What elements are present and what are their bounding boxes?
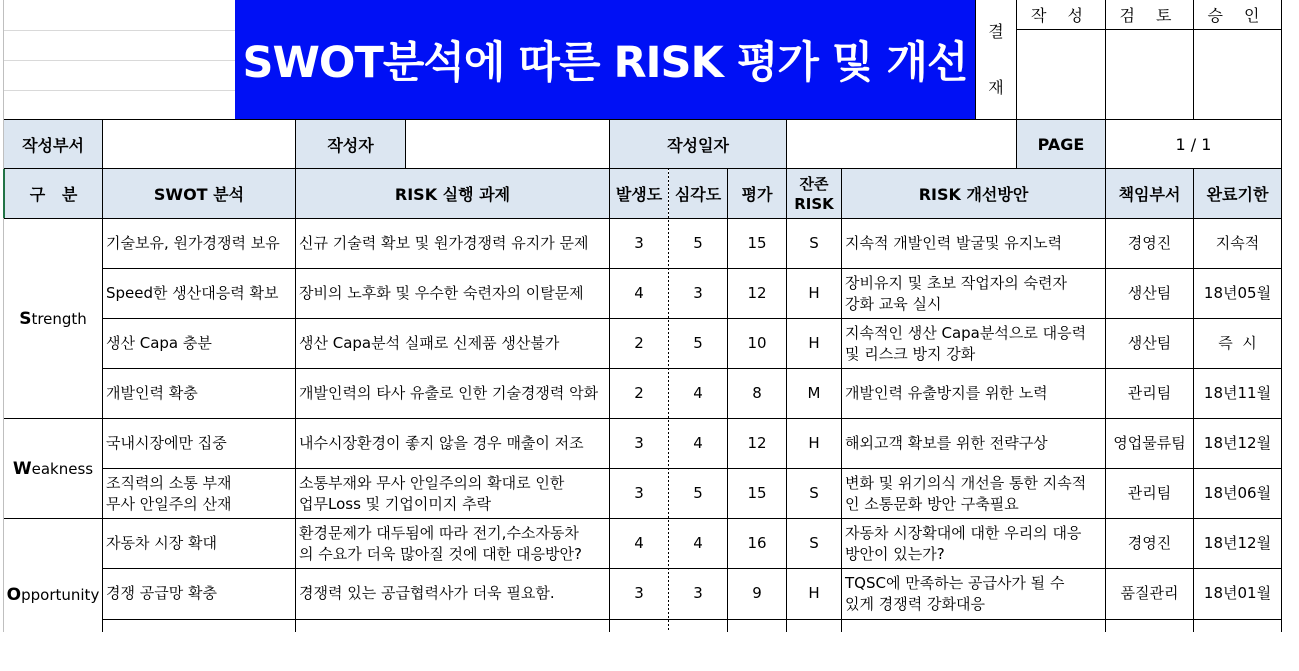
deadline-cell[interactable]: 18년12월 [1203,534,1272,552]
improvement-cell-text [845,433,1048,454]
cell-line: 생산 Capa분석 실패로 신제품 생산불가 [299,334,560,352]
swot-cell[interactable] [103,319,295,368]
cell-line: 개발인력의 타사 유출로 인한 기술경쟁력 악화 [299,384,599,402]
swot-cell[interactable] [103,469,295,518]
deadline-cell[interactable]: 즉 시 [1218,334,1257,352]
swot-cell-text [106,333,212,354]
dept-cell[interactable]: 생산팀 [1127,284,1172,302]
task-cell-text [299,333,559,354]
task-cell-text [299,583,555,604]
task-cell[interactable] [296,319,609,368]
col-header-task: RISK 실행 과제 [296,169,609,218]
task-cell-text [299,383,598,404]
swot-cell[interactable] [103,519,295,568]
author-label: 작성자 [296,120,405,168]
cell-line: 의 수요가 더욱 많아질 것에 대한 대응방안? [299,544,582,563]
occurrence-cell[interactable]: 2 [634,384,644,402]
dept-cell[interactable]: 관리팀 [1127,484,1172,502]
cell-line: 조직력의 소통 부재 [106,473,232,492]
occurrence-cell[interactable]: 2 [634,334,644,352]
cell-line: 무사 안일주의 산재 [106,494,232,513]
page-value: 1 / 1 [1175,134,1212,154]
category-weakness [4,419,102,518]
cell-line: 기술보유, 원가경쟁력 보유 [106,234,280,252]
improvement-cell[interactable] [842,519,1105,568]
cell-line: 신규 기술력 확보 및 원가경쟁력 유지가 문제 [299,234,589,252]
col-header-deadline: 완료기한 [1194,169,1281,218]
task-cell[interactable] [296,419,609,468]
deadline-cell[interactable]: 18년01월 [1203,584,1272,602]
swot-cell-text [106,533,217,554]
approval-label-bottom: 재 [988,77,1004,97]
cell-line: 개발인력 유출방지를 위한 노력 [845,384,1048,402]
cell-line: 국내시장에만 집중 [106,434,227,452]
cell-line: 강화 교육 실시 [845,294,942,313]
residual-risk-cell[interactable]: M [807,384,821,402]
swot-cell[interactable] [103,569,295,618]
improvement-cell[interactable] [842,269,1105,318]
task-cell[interactable] [296,369,609,418]
occurrence-cell[interactable]: 3 [634,234,644,252]
evaluation-cell[interactable]: 12 [747,284,767,302]
improvement-cell-text [845,523,1081,565]
col-header-dept: 책임부서 [1106,169,1193,218]
col-header-residual-line1: 잔존 [799,174,829,193]
cell-line: 있게 경쟁력 강화대응 [845,594,985,613]
col-header-severity: 심각도 [669,169,727,218]
task-cell-text [299,283,584,304]
col-header-improvement: RISK 개선방안 [842,169,1105,218]
swot-cell-text [106,233,280,254]
author-value[interactable] [406,120,609,168]
category-strength-initial: S [19,308,32,329]
improvement-cell-text [845,573,1064,615]
evaluation-cell[interactable]: 15 [747,484,767,502]
cell-line: Speed한 생산대응력 확보 [106,284,279,302]
dept-cell[interactable]: 생산팀 [1127,334,1172,352]
cell-line: 생산 Capa 충분 [106,334,212,352]
task-cell-text [299,433,584,454]
cell-line: TQSC에 만족하는 공급사가 될 수 [845,573,1065,592]
dept-cell[interactable]: 관리팀 [1127,384,1172,402]
severity-cell[interactable]: 3 [693,284,703,302]
swot-cell-text [106,383,198,404]
cell-line: 지속적 개발인력 발굴및 유지노력 [845,234,1063,252]
cell-line: 자동차 시장 확대 [106,534,217,552]
col-header-residual-risk [787,169,841,218]
swot-cell[interactable] [103,369,295,418]
occurrence-cell[interactable]: 4 [634,534,644,552]
category-weakness-rest: eakness [31,459,94,478]
swot-cell-text [106,283,278,304]
cell-line: 해외고객 확보를 위한 전략구상 [845,434,1048,452]
deadline-cell[interactable]: 18년05월 [1203,284,1272,302]
col-header-evaluation: 평가 [728,169,786,218]
page-label: PAGE [1017,120,1105,168]
severity-cell[interactable]: 3 [693,584,703,602]
cell-line: 및 리스크 방지 강화 [845,344,976,363]
severity-cell[interactable]: 4 [693,434,703,452]
improvement-cell[interactable] [842,369,1105,418]
evaluation-cell[interactable]: 15 [747,234,767,252]
severity-cell[interactable]: 4 [693,384,703,402]
swot-cell-text [106,583,217,604]
deadline-cell[interactable]: 지속적 [1215,234,1260,252]
swot-cell-text [106,433,227,454]
evaluation-cell[interactable]: 12 [747,434,767,452]
deadline-cell[interactable]: 18년12월 [1203,434,1272,452]
swot-cell[interactable] [103,269,295,318]
evaluation-cell[interactable]: 16 [747,534,767,552]
residual-risk-cell[interactable]: S [809,484,819,502]
dept-cell[interactable]: 경영진 [1127,234,1172,252]
category-opportunity-initial: O [6,585,22,605]
improvement-cell[interactable] [842,419,1105,468]
task-cell-text [299,233,588,254]
severity-cell[interactable]: 5 [693,334,703,352]
cell-line: 개발인력 확충 [106,384,198,402]
cell-line: 환경문제가 대두됨에 따라 전기,수소자동차 [299,523,579,542]
evaluation-cell[interactable]: 9 [752,584,762,602]
cell-line: 장비의 노후화 및 우수한 숙련자의 이탈문제 [299,284,584,302]
improvement-cell-text [845,383,1048,404]
deadline-cell[interactable]: 18년11월 [1203,384,1272,402]
category-opportunity-rest: pportunity [21,586,100,604]
col-header-swot: SWOT 분석 [103,169,295,218]
task-cell[interactable] [296,469,609,518]
dept-cell[interactable]: 품질관리 [1120,584,1179,602]
dept-label: 작성부서 [4,120,102,168]
severity-cell[interactable]: 4 [693,534,703,552]
date-value[interactable] [787,120,1016,168]
category-strength-rest: trength [31,309,87,328]
severity-cell[interactable]: 5 [693,234,703,252]
evaluation-cell[interactable]: 8 [752,384,762,402]
residual-risk-cell[interactable]: H [808,334,820,352]
residual-risk-cell[interactable]: H [808,284,820,302]
task-cell-text [299,473,564,515]
dept-cell[interactable]: 영업물류팀 [1113,434,1186,452]
dept-value[interactable] [103,120,295,168]
task-cell[interactable] [296,219,609,268]
improvement-cell[interactable] [842,469,1105,518]
category-strength [4,219,102,418]
task-cell[interactable] [296,569,609,618]
task-cell[interactable] [296,269,609,318]
improvement-cell-text [845,473,1086,515]
cell-line: 장비유지 및 초보 작업자의 숙련자 [845,273,1067,292]
cell-line: 업무Loss 및 기업이미지 추락 [299,494,492,513]
cell-line: 자동차 시장확대에 대한 우리의 대응 [845,523,1082,542]
dept-cell[interactable]: 경영진 [1127,534,1172,552]
approval-col-write: 작 성 [1031,6,1091,25]
occurrence-cell[interactable]: 3 [634,484,644,502]
cell-line: 경쟁 공급망 확충 [106,584,217,602]
col-header-residual-line2: RISK [794,194,834,213]
task-cell-text [299,523,582,565]
severity-cell[interactable]: 5 [693,484,703,502]
category-weakness-initial: W [12,458,32,479]
cell-line: 인 소통문화 방안 구축필요 [845,494,1019,513]
approval-label-top: 결 [988,21,1004,41]
swot-cell[interactable] [103,419,295,468]
occurrence-cell[interactable]: 3 [634,434,644,452]
residual-risk-cell[interactable]: S [809,534,819,552]
evaluation-cell[interactable]: 10 [747,334,767,352]
improvement-cell-text [845,273,1067,315]
cell-line: 변화 및 위기의식 개선을 통한 지속적 [845,473,1087,492]
residual-risk-cell[interactable]: H [808,584,820,602]
cell-line: 경쟁력 있는 공급협력사가 더욱 필요함. [299,584,555,602]
occurrence-cell[interactable]: 3 [634,584,644,602]
approval-col-approve: 승 인 [1207,6,1268,25]
approval-col-review: 검 토 [1119,6,1180,25]
improvement-cell[interactable] [842,569,1105,618]
occurrence-cell[interactable]: 4 [634,284,644,302]
date-label: 작성일자 [610,120,786,168]
deadline-cell[interactable]: 18년06월 [1203,484,1272,502]
improvement-cell-text [845,323,1086,365]
improvement-cell-text [845,233,1062,254]
category-opportunity [4,519,102,671]
improvement-cell[interactable] [842,219,1105,268]
residual-risk-cell[interactable]: H [808,434,820,452]
cell-line: 소통부재와 무사 안일주의의 확대로 인한 [299,473,565,492]
cell-line: 방안이 있는가? [845,544,945,563]
residual-risk-cell[interactable]: S [809,234,819,252]
cell-line: 내수시장환경이 좋지 않을 경우 매출이 저조 [299,434,584,452]
task-cell[interactable] [296,519,609,568]
swot-cell-text [106,473,231,515]
swot-cell[interactable] [103,219,295,268]
improvement-cell[interactable] [842,319,1105,368]
document-title: SWOT분석에 따른 RISK 평가 및 개선 [242,38,968,88]
cell-line: 지속적인 생산 Capa분석으로 대응력 [845,323,1087,342]
col-header-category: 구 분 [5,169,102,218]
col-header-occurrence: 발생도 [610,169,668,218]
